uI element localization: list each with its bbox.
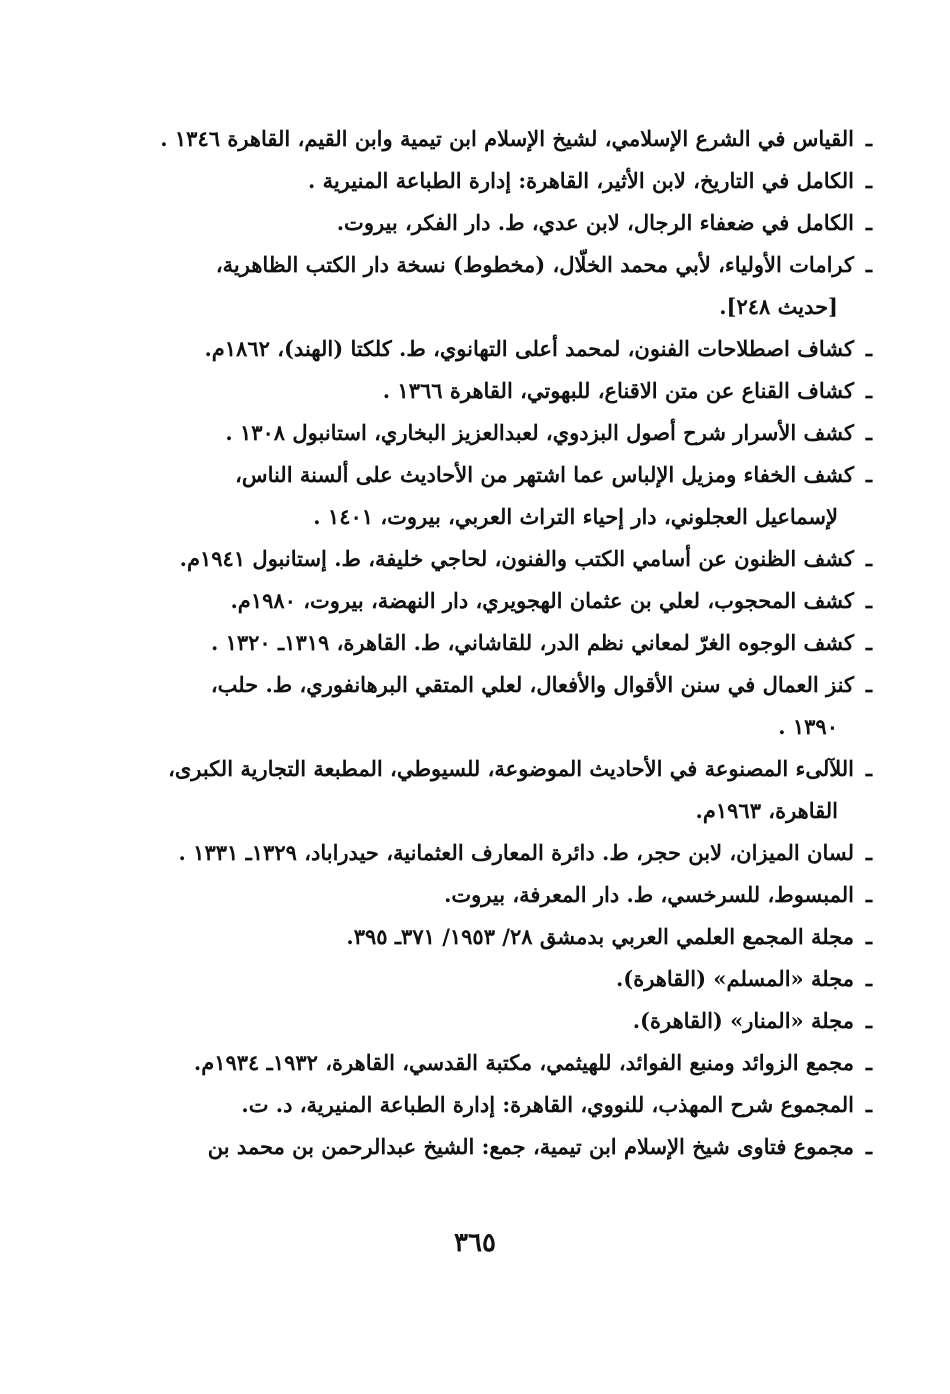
entry-continuation: لإسماعيل العجلوني، دار إحياء التراث العربي، بيروت، ١٤٠١ . bbox=[313, 504, 838, 529]
bibliography-entry bbox=[150, 118, 872, 160]
entry-text: مجلة «المنار» (القاهرة). bbox=[632, 1008, 854, 1033]
bibliography-entry bbox=[150, 832, 872, 874]
entry-dash: ـ bbox=[865, 882, 872, 907]
entry-dash: ـ bbox=[865, 168, 872, 193]
entry-text: القياس في الشرع الإسلامي، لشيخ الإسلام ابن تيمية وابن القيم، القاهرة ١٣٤٦ . bbox=[160, 126, 854, 151]
entry-text: المجموع شرح المهذب، للنووي، القاهرة: إدارة الطباعة المنيرية، د. ت. bbox=[241, 1092, 854, 1117]
bibliography-entry bbox=[150, 244, 872, 328]
bibliography-entry bbox=[150, 160, 872, 202]
bibliography-entry bbox=[150, 328, 872, 370]
entry-dash: ـ bbox=[865, 630, 872, 655]
entry-text: مجمع الزوائد ومنبع الفوائد، للهيثمي، مكتبة القدسي، القاهرة، ١٩٣٢ـ ١٩٣٤م. bbox=[193, 1050, 854, 1075]
entry-text: كشف الأسرار شرح أصول البزدوي، لعبدالعزيز البخاري، استانبول ١٣٠٨ . bbox=[225, 420, 854, 445]
entry-text: كرامات الأولياء، لأبي محمد الخلّال، (مخطوط) نسخة دار الكتب الظاهرية، bbox=[215, 252, 854, 277]
entry-dash: ـ bbox=[865, 210, 872, 235]
entry-text: كشف المحجوب، لعلي بن عثمان الهجويري، دار النهضة، بيروت، ١٩٨٠م. bbox=[230, 588, 854, 613]
entry-dash: ـ bbox=[865, 546, 872, 571]
bibliography-entry bbox=[150, 538, 872, 580]
entry-text: اللآلىء المصنوعة في الأحاديث الموضوعة، للسيوطي، المطبعة التجارية الكبرى، bbox=[168, 756, 854, 781]
bibliography-entry bbox=[150, 580, 872, 622]
entry-dash: ـ bbox=[865, 462, 872, 487]
entry-continuation: القاهرة، ١٩٦٣م. bbox=[695, 798, 838, 823]
bibliography-entry bbox=[150, 916, 872, 958]
bibliography-entry bbox=[150, 412, 872, 454]
entry-text: كشف الوجوه الغرّ لمعاني نظم الدر، للقاشاني، ط. القاهرة، ١٣١٩ـ ١٣٢٠ . bbox=[210, 630, 854, 655]
bibliography-entry bbox=[150, 1000, 872, 1042]
entry-text: مجلة المجمع العلمي العربي بدمشق ٢٨/ ١٩٥٣/ ٣٧١ـ ٣٩٥. bbox=[346, 924, 854, 949]
entry-text: كنز العمال في سنن الأقوال والأفعال، لعلي المتقي البرهانفوري، ط. حلب، bbox=[210, 672, 854, 697]
entry-dash: ـ bbox=[865, 1008, 872, 1033]
bibliography-entry bbox=[150, 748, 872, 832]
bibliography-entry bbox=[150, 454, 872, 538]
entry-text: كشاف القناع عن متن الاقناع، للبهوتي، القاهرة ١٣٦٦ . bbox=[382, 378, 854, 403]
bibliography-entry bbox=[150, 1042, 872, 1084]
bibliography-entry bbox=[150, 1084, 872, 1126]
entry-text: المبسوط، للسرخسي، ط. دار المعرفة، بيروت. bbox=[444, 882, 854, 907]
entry-dash: ـ bbox=[865, 1134, 872, 1159]
bibliography-entry bbox=[150, 202, 872, 244]
entry-dash: ـ bbox=[865, 966, 872, 991]
bibliography-entry bbox=[150, 622, 872, 664]
bibliography-entry bbox=[150, 664, 872, 748]
entry-text: الكامل في التاريخ، لابن الأثير، القاهرة: إدارة الطباعة المنيرية . bbox=[307, 168, 854, 193]
entry-text: لسان الميزان، لابن حجر، ط. دائرة المعارف العثمانية، حيدراباد، ١٣٢٩ـ ١٣٣١ . bbox=[178, 840, 854, 865]
entry-text: مجموع فتاوى شيخ الإسلام ابن تيمية، جمع: الشيخ عبدالرحمن بن محمد بن bbox=[207, 1134, 854, 1159]
entry-dash: ـ bbox=[865, 840, 872, 865]
bibliography-entry bbox=[150, 958, 872, 1000]
bibliography-list bbox=[150, 118, 872, 1168]
entry-dash: ـ bbox=[865, 126, 872, 151]
entry-dash: ـ bbox=[865, 672, 872, 697]
entry-text: كشاف اصطلاحات الفنون، لمحمد أعلى التهانوي، ط. كلكتا (الهند)، ١٨٦٢م. bbox=[204, 336, 854, 361]
entry-text: مجلة «المسلم» (القاهرة). bbox=[615, 966, 854, 991]
entry-text: كشف الظنون عن أسامي الكتب والفنون، لحاجي خليفة، ط. إستانبول ١٩٤١م. bbox=[179, 546, 854, 571]
entry-continuation: [حديث ٢٤٨]. bbox=[719, 294, 838, 319]
bibliography-entry bbox=[150, 1126, 872, 1168]
page-number: ٣٦٥ bbox=[454, 1228, 496, 1258]
entry-dash: ـ bbox=[865, 420, 872, 445]
entry-dash: ـ bbox=[865, 378, 872, 403]
entry-text: كشف الخفاء ومزيل الإلباس عما اشتهر من الأحاديث على ألسنة الناس، bbox=[235, 462, 854, 487]
entry-continuation: ١٣٩٠ . bbox=[778, 714, 838, 739]
entry-dash: ـ bbox=[865, 336, 872, 361]
entry-dash: ـ bbox=[865, 1092, 872, 1117]
entry-dash: ـ bbox=[865, 1050, 872, 1075]
bibliography-entry bbox=[150, 874, 872, 916]
entry-dash: ـ bbox=[865, 588, 872, 613]
entry-dash: ـ bbox=[865, 252, 872, 277]
bibliography-entry bbox=[150, 370, 872, 412]
entry-dash: ـ bbox=[865, 924, 872, 949]
entry-dash: ـ bbox=[865, 756, 872, 781]
entry-text: الكامل في ضعفاء الرجال، لابن عدي، ط. دار الفكر، بيروت. bbox=[336, 210, 854, 235]
